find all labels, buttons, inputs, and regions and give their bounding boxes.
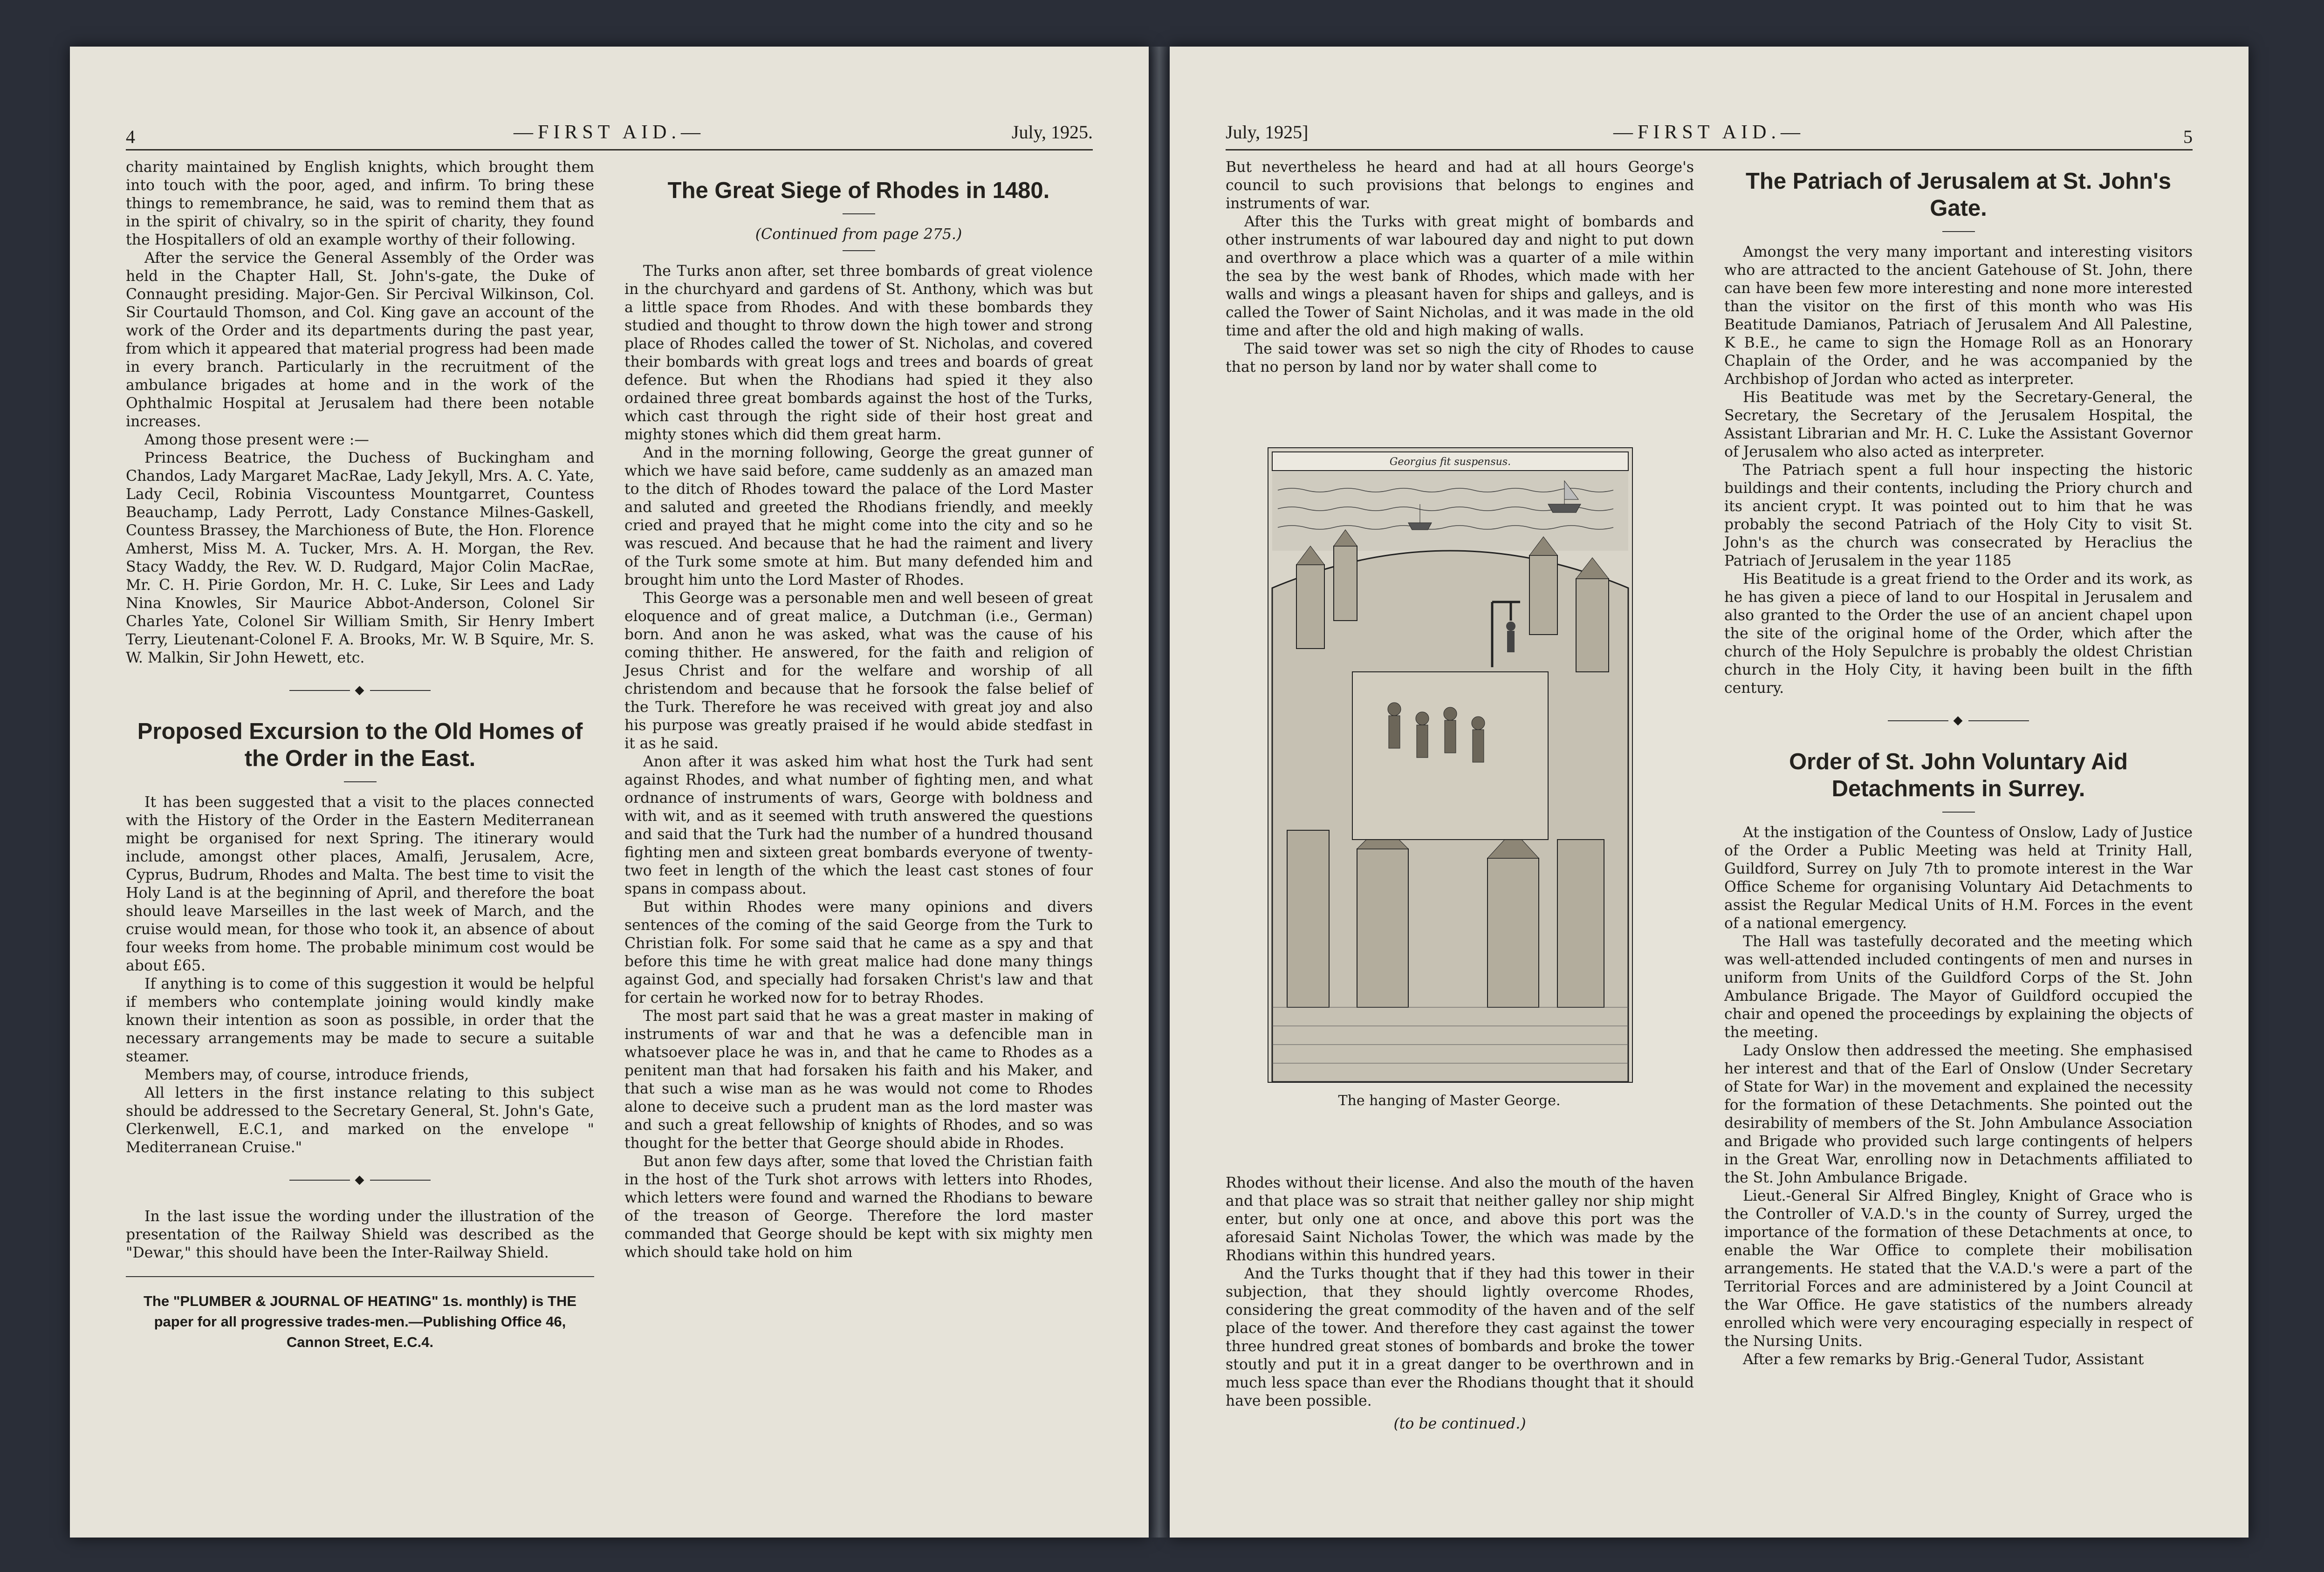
paragraph: Amongst the very many important and interesting visitors who are attracted to the ancient Gatehouse of St. John, there can have been few more interesting and none more interested than the visitor on the first of this month who was His Beatitude Damianos, Patriach of Jerusalem And All Palestine, K B.E., he came to sign the Homage Roll as an Honorary Chaplain of the Order, and he was accompanied by the Archbishop of Jordan who acted as interpreter. xyxy=(1724,244,2193,388)
article-heading: Proposed Excursion to the Old Homes of the Order in the East. xyxy=(137,719,583,771)
paragraph: Anon after it was asked him what host the Turk had sent against Rhodes, and what number of fighting men, and what ordnance of instruments of wars, George with boldness and with wit, and as it seemed with truth answered the questions and said that the Turk had the number of a hundred thousand fighting men and sixteen great bombards everyone of twenty-two feet in length of the which the least cast stones of four spans in compass about. xyxy=(624,753,1093,897)
left-column-2 xyxy=(624,177,1093,1262)
paragraph: Princess Beatrice, the Duchess of Buckingham and Chandos, Lady Margaret MacRae, Lady Jekyll, Mrs. A. C. Yate, Lady Cecil, Robinia Viscountess Mountgarret, Countess Beauchamp, Lady Perrott, Lady Constance Milnes-Gaskell, Countess Brassey, the Marchioness of Bute, the Hon. Florence Amherst, Miss M. A. Tucker, Mrs. A. H. Morgan, the Rev. Stacy Waddy, the Rev. W. D. Rudgard, Major Colin MacRae, Mr. C. H. Pirie Gordon, Mr. H. C. Luke, Sir Lees and Lady Nina Knowles, Sir Maurice Abbot-Anderson, Colonel Sir Charles Yate, Colonel Sir William Smith, Sir Henry Imbert Terry, Lieutenant-Colonel F. A. Brooks, Mr. W. B Squire, Mr. S. W. Malkin, Sir John Hewett, etc. xyxy=(126,450,594,666)
article-heading: Order of St. John Voluntary Aid Detachments in Surrey. xyxy=(1789,749,2128,801)
continued-note: (to be continued.) xyxy=(1393,1415,1526,1432)
page-number: 4 xyxy=(126,126,135,147)
figure-title: Georgius fit suspensus. xyxy=(1389,456,1511,468)
book-gutter xyxy=(1149,47,1170,1538)
paragraph: His Beatitude is a great friend to the Order and its work, as he has given a piece of land to our Hospital in Jerusalem and also granted to the Order the use of an ancient chapel upon the site of the original home of the Order, which after the church of the Holy Sepulchre is probably the oldest Christian church in the Holy City, it having been built in the fifth century. xyxy=(1724,571,2193,697)
right-header xyxy=(1226,121,2193,149)
heading-rule xyxy=(344,781,377,782)
paragraph: All letters in the first instance relating to this subject should be addressed to the Secretary General, St. John's Gate, Clerkenwell, E.C.1, and marked on the envelope " Mediterranean Cruise." xyxy=(126,1085,594,1156)
left-column-1 xyxy=(126,158,594,1353)
paragraph: After this the Turks with great might of bombards and other instruments of war laboured day and night to put down and overthrow a place which was a quarter of a mile within the sea by the west bank of Rhodes, which made with her walls and wings a pleasant haven for ships and galleys, and is called the Tower of Saint Nicholas, and it was made in the old time and after the old and high making of walls. xyxy=(1226,213,1694,339)
paragraph: Members may, of course, introduce friends, xyxy=(144,1066,469,1083)
divider-rule xyxy=(126,1276,594,1277)
article-heading: The Great Siege of Rhodes in 1480. xyxy=(667,178,1050,203)
right-column-2 xyxy=(1724,168,2193,1369)
paragraph: Lady Onslow then addressed the meeting. She emphasised her interest and that of the Earl of Onslow (Under Secretary of State for War) in the movement and explained the necessity for the formation of these Detachments. She pointed out the desirability of members of the St. John Ambulance Association and Brigade who provided such large contingents of helpers in the Great War, enrolling now in Detachments affiliated to the St. John Ambulance Brigade. xyxy=(1724,1042,2193,1186)
figure-caption: The hanging of Master George. xyxy=(1338,1093,1561,1109)
paragraph: At the instigation of the Countess of Onslow, Lady of Justice of the Order a Public Meeting was held at Trinity Hall, Guildford, Surrey on July 7th to promote interest in the War Office Scheme for organising Voluntary Aid Detachments to assist the Regular Medical Units of H.M. Forces in the event of a national emergency. xyxy=(1724,824,2193,932)
heading-rule xyxy=(1942,812,1975,813)
paragraph: The said tower was set so nigh the city of Rhodes to cause that no person by land nor by water shall come to xyxy=(1226,341,1694,376)
ornament-divider: ◆ xyxy=(126,681,594,699)
issue-date: July, 1925. xyxy=(1011,122,1093,143)
paragraph: The Patriach spent a full hour inspecting the historic buildings and their contents, including the Priory church and its ancient crypt. It was pointed out to him that he was probably the second Patriach of the Holy City to visit St. John's as the church was consecrated by Heraclius the Patriach of Jerusalem in the year 1185 xyxy=(1724,462,2193,569)
woodcut-illustration xyxy=(1268,447,1633,1083)
paragraph: The Hall was tastefully decorated and the meeting which was well-attended included contingents of men and nurses in uniform from Units of the Guildford Corps of the St. John Ambulance Brigade. The Mayor of Guildford occupied the chair and opened the proceedings by explaining the objects of the meeting. xyxy=(1724,933,2193,1041)
paragraph: Lieut.-General Sir Alfred Bingley, Knight of Grace who is the Controller of V.A.D.'s in the county of Surrey, urged the importance of the formation of these Detachments at once, to enable the War Office to complete their mobilisation arrangements. He stated that the V.A.D.'s were a part of the Territorial Forces and are administered by a Joint Council at the War Office. He gave statistics of the numbers already enrolled which were very encouraging especially in respect of the Nursing Units. xyxy=(1724,1188,2193,1350)
heading-rule xyxy=(843,250,875,251)
paragraph: And in the morning following, George the great gunner of which we have said before, came suddenly as an amazed man to the ditch of Rhodes toward the palace of the Lord Master and saluted and greeted the Rhodians friendly, and meekly cried and prayed that he might come into the city and so he was rescued. And because that he had the raiment and livery of the Turk some smote at him. But many defended him and brought him unto the Lord Master of Rhodes. xyxy=(624,444,1093,588)
header-rule xyxy=(126,149,1093,150)
right-column-1 xyxy=(1226,158,1694,376)
paragraph: After the service the General Assembly of the Order was held in the Chapter Hall, St. John's-gate, the Duke of Connaught presiding. Major-Gen. Sir Percival Wilkinson, Col. Sir Courtauld Thomson, and Col. King gave an account of the work of the Order and its departments during the past year, from which it appeared that material progress had been made in every branch. Particularly in the recruitment of the ambulance brigades at home and in the work of the Ophthalmic Hospital at Jerusalem had there been notable increases. xyxy=(126,250,594,430)
left-header xyxy=(126,121,1093,149)
paragraph: Among those present were :— xyxy=(144,431,369,448)
paragraph: His Beatitude was met by the Secretary-General, the Secretary, the Secretary of the Jerusalem Hospital, the Assistant Librarian and Mr. H. C. Luke the Assistant Governor of Jerusalem who also acted as interpreter. xyxy=(1724,389,2193,460)
paragraph: This George was a personable men and well beseen of great eloquence and of great malice, a Dutchman (i.e., German) born. And anon he was asked, what was the cause of his coming thither. He answered, for the faith and religion of Jesus Christ and for the welfare and worship of all christendom and because that he forsook the false belief of the Turk. Therefore he was received with great joy and also his purpose was greatly praised if he would abide stedfast in it as he said. xyxy=(624,590,1093,752)
paragraph: But anon few days after, some that loved the Christian faith in the host of the Turk shot arrows with letters into Rhodes, which letters were found and warned the Rhodians to beware of the treason of George. Therefore the lord master commanded that George should be kept with six mighty men which should take hold on him xyxy=(624,1153,1093,1261)
paragraph: And the Turks thought that if they had this tower in their subjection, that they should lightly overcome Rhodes, considering the great commodity of the haven and of the self place of the tower. And therefore they cast against the tower three hundred great stones of bombards and broke the tower stoutly and put it in a great danger to be overthrown and in much less space than ever the Rhodians thought that it should have been possible. xyxy=(1226,1265,1694,1409)
article-heading: The Patriach of Jerusalem at St. John's Gate. xyxy=(1746,169,2171,221)
running-head: —FIRST AID.— xyxy=(514,122,705,143)
running-head: —FIRST AID.— xyxy=(1613,122,1805,143)
heading-rule xyxy=(1942,231,1975,232)
ornament-divider: ◆ xyxy=(1724,711,2193,730)
heading-rule xyxy=(843,213,875,214)
paragraph: After a few remarks by Brig.-General Tudor, Assistant xyxy=(1743,1351,2144,1368)
paragraph: The most part said that he was a great master in making of instruments of war and that he was a defencible man in whatsoever place he was in, and that he came to Rhodes as a penitent man that had forsaken his faith and his Maker, and that such a wise man as he was would not come to Rhodes alone to deceive such a prudent man as the lord master was and such a great fellowship of knights of Rhodes, and so was thought for the better that George should abide in Rhodes. xyxy=(624,1008,1093,1152)
page-number: 5 xyxy=(2183,126,2193,147)
left-page xyxy=(70,47,1149,1538)
paragraph: The Turks anon after, set three bombards of great violence in the churchyard and gardens of St. Anthony, which was but a little space from Rhodes. And with these bombards they studied and thought to throw down the high tower and strong place of Rhodes called the tower of St. Nicholas, and covered their bombards with great logs and trees and boards of great defence. But when the Rhodians had spied it they also ordained three great bombards against the host of the Turks, which cast through the right side of their host great and mighty stones which did them great harm. xyxy=(624,263,1093,443)
paragraph: But nevertheless he heard and had at all hours George's council to such provisions that belongs to engines and instruments of war. xyxy=(1226,159,1694,212)
ornament-divider: ◆ xyxy=(126,1171,594,1189)
woodcut-figure xyxy=(1268,447,1631,1109)
issue-date: July, 1925] xyxy=(1226,122,1309,143)
right-column-1-lower xyxy=(1226,1174,1694,1433)
header-rule xyxy=(1226,149,2193,150)
paragraph: charity maintained by English knights, which brought them into touch with the poor, aged, and infirm. To bring these things to remembrance, he said, was to remind them that as in the spirit of chivalry, so in the spirit of charity, they found the Hospitallers of old an example worthy of their following. xyxy=(126,159,594,248)
paragraph: It has been suggested that a visit to the places connected with the History of the Order in the Eastern Mediterranean might be organised for next Spring. The itinerary would include, amongst other places, Amalfi, Jerusalem, Acre, Cyprus, Budrum, Rhodes and Malta. The best time to visit the Holy Land is at the beginning of April, and therefore the boat should leave Marseilles in the last week of March, and the cruise would mean, for those who took it, an absence of about four weeks from home. The probable minimum cost would be about £65. xyxy=(126,794,594,974)
paragraph: In the last issue the wording under the illustration of the presentation of the Railway Shield was described as the "Dewar," this should have been the Inter-Railway Shield. xyxy=(126,1208,594,1261)
paragraph: Rhodes without their license. And also the mouth of the haven and that place was so strait that neither galley nor ship might enter, but only one at once, and above this port was the aforesaid Saint Nicholas Tower, the which was made by the Rhodians within this hundred years. xyxy=(1226,1175,1694,1264)
paragraph: If anything is to come of this suggestion it would be helpful if members who contemplate joining would kindly make known their intention as soon as possible, in order that the necessary arrangements may be made to secure a suitable steamer. xyxy=(126,976,594,1065)
advertisement: The "PLUMBER & JOURNAL OF HEATING" 1s. monthly) is THE paper for all progressive trades-men.—Publishing Office 46, Cannon Street, E.C.4. xyxy=(143,1293,577,1350)
paragraph: But within Rhodes were many opinions and divers sentences of the coming of the said George from the Turk to Christian folk. For some said that he came as a spy and that before this time he with great malice had done many things against God, and specially had forsaken Christ's law and that for certain he worked now for to betray Rhodes. xyxy=(624,899,1093,1006)
continued-note: (Continued from page 275.) xyxy=(755,226,962,243)
